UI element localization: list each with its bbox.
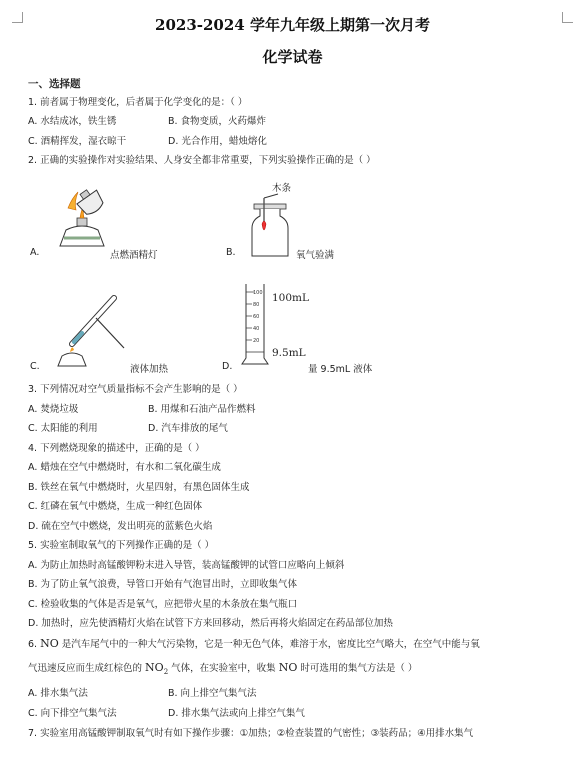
section-heading: 一、选择题 [28, 78, 81, 90]
wood-stick-label: 木条 [272, 183, 292, 194]
q4-stem: 4. 下列燃烧现象的描述中，正确的是（ ） [28, 443, 205, 454]
cylinder-tick-100: 100 [253, 290, 263, 296]
q3-option-a: A. 焚烧垃圾 [28, 404, 79, 415]
cylinder-tick-60: 60 [253, 314, 260, 320]
q5-stem: 5. 实验室制取氧气的下列操作正确的是（ ） [28, 540, 215, 551]
q6-stem-line2: 气迅速反应而生成红棕色的 $NO_2$ 气体，在实验室中，收集 NO 时可选用的集气方法是（ ） [28, 661, 418, 676]
q2-option-d-letter: D. [222, 361, 233, 372]
q4-option-d: D. 硫在空气中燃烧，发出明亮的蓝紫色火焰 [28, 521, 213, 532]
q1-option-b: B. 食物变质，火药爆炸 [168, 116, 267, 127]
cylinder-tick-20: 20 [253, 338, 260, 344]
q4-option-c: C. 红磷在氧气中燃烧，生成一种红色固体 [28, 501, 203, 512]
figure-graduated-cylinder [240, 280, 272, 366]
q1-option-d: D. 光合作用，蜡烛熔化 [168, 136, 267, 147]
figure-oxygen-test [248, 190, 298, 262]
cylinder-tick-80: 80 [253, 302, 260, 308]
q5-option-d: D. 加热时，应先使酒精灯火焰在试管下方来回移动，然后再将火焰固定在药品部位加热 [28, 618, 393, 629]
figure-liquid-heating [52, 290, 132, 370]
q6-option-b: B. 向上排空气集气法 [168, 688, 257, 699]
figure-lighting-alcohol-lamp [52, 188, 112, 258]
q2-option-c-letter: C. [30, 361, 40, 372]
q1-option-c: C. 酒精挥发，湿衣晾干 [28, 136, 127, 147]
exam-subtitle: 化学试卷 [262, 48, 323, 66]
q5-option-a: A. 为防止加热时高锰酸钾粉末进入导管，装高锰酸钾的试管口应略向上倾斜 [28, 560, 345, 571]
q3-option-b: B. 用煤和石油产品作燃料 [148, 404, 256, 415]
cylinder-tick-40: 40 [253, 326, 260, 332]
q1-option-a: A. 水结成冰，铁生锈 [28, 116, 117, 127]
q7-stem: 7. 实验室用高锰酸钾制取氧气时有如下操作步骤：①加热；②检查装置的气密性；③装药品；④用排水集气 [28, 728, 474, 739]
cylinder-reading-label: 9.5mL [272, 347, 306, 359]
q5-option-b: B. 为了防止氧气浪费，导管口开始有气泡冒出时，立即收集气体 [28, 579, 298, 590]
cylinder-capacity-label: 100mL [272, 292, 309, 304]
q1-stem: 1. 前者属于物理变化，后者属于化学变化的是：（ ） [28, 97, 248, 108]
q6-option-a: A. 排水集气法 [28, 688, 88, 699]
q2-option-a-caption: 点燃酒精灯 [110, 250, 158, 261]
q2-option-b-caption: 氧气验满 [296, 250, 335, 261]
q2-option-c-caption: 液体加热 [130, 364, 169, 375]
q3-option-c: C. 太阳能的利用 [28, 423, 98, 434]
q2-option-b-letter: B. [226, 247, 236, 258]
exam-title: 2023-2024 学年九年级上期第一次月考 [155, 16, 430, 34]
q6-option-d: D. 排水集气法或向上排空气集气 [168, 708, 305, 719]
q4-option-b: B. 铁丝在氧气中燃烧时，火星四射，有黑色固体生成 [28, 482, 250, 493]
q6-option-c: C. 向下排空气集气法 [28, 708, 117, 719]
q3-option-d: D. 汽车排放的尾气 [148, 423, 228, 434]
q4-option-a: A. 蜡烛在空气中燃烧时，有水和二氧化碳生成 [28, 462, 221, 473]
q6-stem-line1: 6. NO 是汽车尾气中的一种大气污染物，它是一种无色气体，难溶于水，密度比空气略大，在空气中能与氧 [28, 637, 480, 650]
q2-option-d-caption: 量 9.5mL 液体 [308, 364, 373, 375]
q2-stem: 2. 正确的实验操作对实验结果、人身安全都非常重要，下列实验操作正确的是（ ） [28, 155, 376, 166]
q3-stem: 3. 下列情况对空气质量指标不会产生影响的是（ ） [28, 384, 243, 395]
q5-option-c: C. 检验收集的气体是否是氧气，应把带火星的木条放在集气瓶口 [28, 599, 298, 610]
q2-option-a-letter: A. [30, 247, 40, 258]
